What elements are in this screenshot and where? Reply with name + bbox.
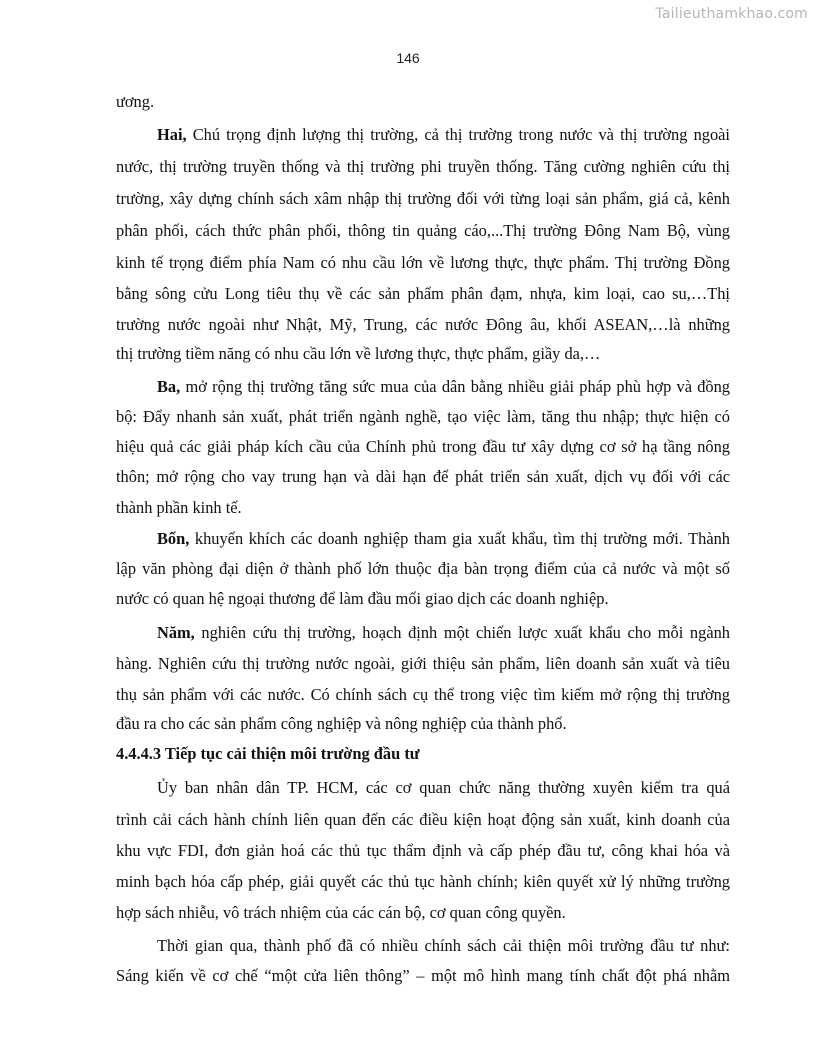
- text-line: hợp sách nhiễu, vô trách nhiệm của các cán bộ, cơ quan công quyền.: [116, 903, 566, 922]
- text-line: thụ sản phẩm với các nước. Có chính sách cụ thể trong việc tìm kiếm mở rộng thị trường: [116, 685, 730, 704]
- text-line: lập văn phòng đại diện ở thành phố lớn thuộc địa bàn trọng điểm của cả nước và một số: [116, 559, 730, 578]
- enumeration-label: Bốn,: [157, 529, 190, 548]
- enumeration-label: Ba,: [157, 377, 181, 396]
- text-line: Sáng kiến về cơ chế “một cửa liên thông” – một mô hình mang tính chất đột phá nhằm: [116, 966, 730, 985]
- text-line: thị trường tiềm năng có nhu cầu lớn về lương thực, thực phẩm, giầy da,…: [116, 344, 601, 363]
- text-line: Ủy ban nhân dân TP. HCM, các cơ quan chức năng thường xuyên kiểm tra quá: [157, 778, 730, 797]
- text-line: bộ: Đẩy nhanh sản xuất, phát triển ngành nghề, tạo việc làm, tăng thu nhập; thực hiện có: [116, 407, 730, 426]
- text-run: nghiên cứu thị trường, hoạch định một chiến lược xuất khẩu cho mỗi ngành: [194, 623, 730, 642]
- text-line: Thời gian qua, thành phố đã có nhiều chính sách cải thiện môi trường đầu tư như:: [157, 936, 730, 955]
- page-number: 146: [396, 50, 420, 66]
- text-line: thôn; mở rộng cho vay trung hạn và dài hạn để phát triển sản xuất, dịch vụ đối với các: [116, 467, 730, 486]
- text-line: hàng. Nghiên cứu thị trường nước ngoài, giới thiệu sản phẩm, liên doanh sản xuất và tiêu: [116, 654, 730, 673]
- section-heading: 4.4.4.3 Tiếp tục cải thiện môi trường đầu tư: [116, 744, 420, 763]
- text-run: mở rộng thị trường tăng sức mua của dân bằng nhiều giải pháp phù hợp và đồng: [180, 377, 730, 396]
- text-line: thành phần kinh tế.: [116, 498, 242, 517]
- text-line: bằng sông cửu Long tiêu thụ về các sản phẩm phân đạm, nhựa, kim loại, cao su,…Thị: [116, 284, 730, 303]
- text-line: nước có quan hệ ngoại thương để làm đầu mối giao dịch các doanh nghiệp.: [116, 589, 609, 608]
- paragraph-lead-line: [157, 623, 730, 643]
- text-line: minh bạch hóa cấp phép, giải quyết các thủ tục hành chính; kiên quyết xử lý những trường: [116, 872, 730, 891]
- paragraph-lead-line: [157, 125, 730, 145]
- paragraph-lead-line: [157, 377, 730, 397]
- text-line: ương.: [116, 92, 155, 111]
- text-line: kinh tế trọng điểm phía Nam có nhu cầu lớn về lương thực, thực phẩm. Thị trường Đồng: [116, 253, 730, 272]
- text-line: phân phối, cách thức phân phối, thông tin quảng cáo,...Thị trường Đông Nam Bộ, vùng: [116, 221, 730, 240]
- text-line: trường nước ngoài như Nhật, Mỹ, Trung, các nước Đông âu, khối ASEAN,…là những: [116, 315, 730, 334]
- enumeration-label: Hai,: [157, 125, 187, 144]
- paragraph-lead-line: [157, 529, 730, 549]
- text-line: đầu ra cho các sản phẩm công nghiệp và nông nghiệp của thành phố.: [116, 714, 567, 733]
- watermark: Tailieuthamkhao.com: [655, 6, 808, 22]
- text-line: nước, thị trường truyền thống và thị trường phi truyền thống. Tăng cường nghiên cứu thị: [116, 157, 730, 176]
- text-line: khu vực FDI, đơn giản hoá các thủ tục thẩm định và cấp phép đầu tư, công khai hóa và: [116, 841, 730, 860]
- text-run: khuyến khích các doanh nghiệp tham gia xuất khẩu, tìm thị trường mới. Thành: [189, 529, 730, 548]
- text-line: trường, xây dựng chính sách xâm nhập thị trường đối với từng loại sản phẩm, giá cả, kênh: [116, 189, 730, 208]
- text-run: Chú trọng định lượng thị trường, cả thị trường trong nước và thị trường ngoài: [186, 125, 730, 144]
- text-line: hiệu quả các giải pháp kích cầu của Chính phủ trong đầu tư xây dựng cơ sở hạ tầng nông: [116, 437, 730, 456]
- enumeration-label: Năm,: [157, 623, 195, 642]
- text-line: trình cải cách hành chính liên quan đến các điều kiện hoạt động sản xuất, kinh doanh của: [116, 810, 730, 829]
